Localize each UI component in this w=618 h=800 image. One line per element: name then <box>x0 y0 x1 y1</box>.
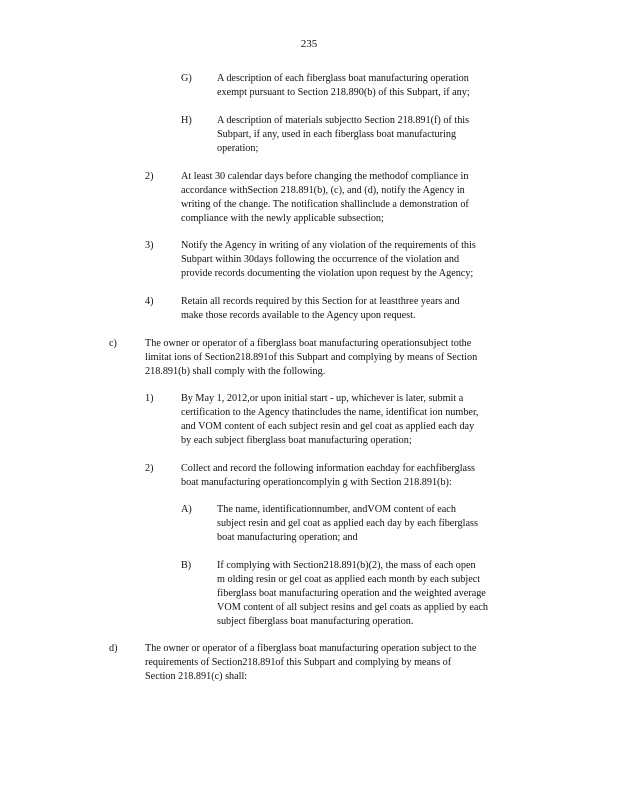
item-text: Notify the Agency in writing of any violation of the requirements of this Subpart within 30days following the occurrence of the violation and provide records documenting the violation upon request by the Agency; <box>181 240 476 279</box>
item-text: A description of each fiberglass boat manufacturing operation exempt pursuant to Section 218.890(b) of this Subpart, if any; <box>217 73 470 98</box>
item-text: If complying with Section218.891(b)(2), the mass of each open m olding resin or gel coat as applied each month by each subject fiberglass boat manufacturing operation and the weighted average VOM content of all subject resins and gel coats as applied by each subject fiberglass boat manufacturing operation. <box>217 560 489 627</box>
item-label: A) <box>181 504 192 515</box>
item-label: 4) <box>145 296 154 307</box>
page-number: 235 <box>300 38 318 50</box>
item-label: G) <box>181 73 192 84</box>
item-text: The name, identificationnumber, andVOM content of each subject resin and gel coat as applied each day by each fiberglass boat manufacturing operation; and <box>217 504 478 543</box>
item-label: 2) <box>145 463 154 474</box>
item-text: The owner or operator of a fiberglass boat manufacturing operationsubject tothe limitat ions of Section218.891of this Subpart and complying by means of Section 218.891(b) shall comply with the following. <box>145 338 478 377</box>
item-text: By May 1, 2012,or upon initial start - up, whichever is later, submit a certification to the Agency thatincludes the name, identificat ion number, and VOM content of each subject resin and gel coat as applied each day by each subject fiberglass boat manufacturing operation; <box>181 393 479 446</box>
item-text: Collect and record the following information eachday for eachfiberglass boat manufacturing operationcomplyin g with Section 218.891(b): <box>181 463 476 488</box>
item-label: 2) <box>145 171 154 182</box>
item-label: B) <box>181 560 192 571</box>
item-label: c) <box>109 338 117 349</box>
item-text: At least 30 calendar days before changing the methodof compliance in accordance withSection 218.891(b), (c), and (d), notify the Agency in writing of the change. The notification shallinclude a demonstration of compliance with the newly applicable subsection; <box>181 171 469 224</box>
item-text: A description of materials subjectto Section 218.891(f) of this Subpart, if any, used in each fiberglass boat manufacturing operation; <box>217 115 470 154</box>
item-label: H) <box>181 115 192 126</box>
item-label: d) <box>109 643 118 654</box>
item-label: 3) <box>145 240 154 251</box>
item-text: The owner or operator of a fiberglass boat manufacturing operation subject to the requirements of Section218.891of this Subpart and complying by means of Section 218.891(c) shall: <box>145 643 477 682</box>
item-text: Retain all records required by this Section for at leastthree years and make those records available to the Agency upon request. <box>181 296 460 321</box>
item-label: 1) <box>145 393 154 404</box>
